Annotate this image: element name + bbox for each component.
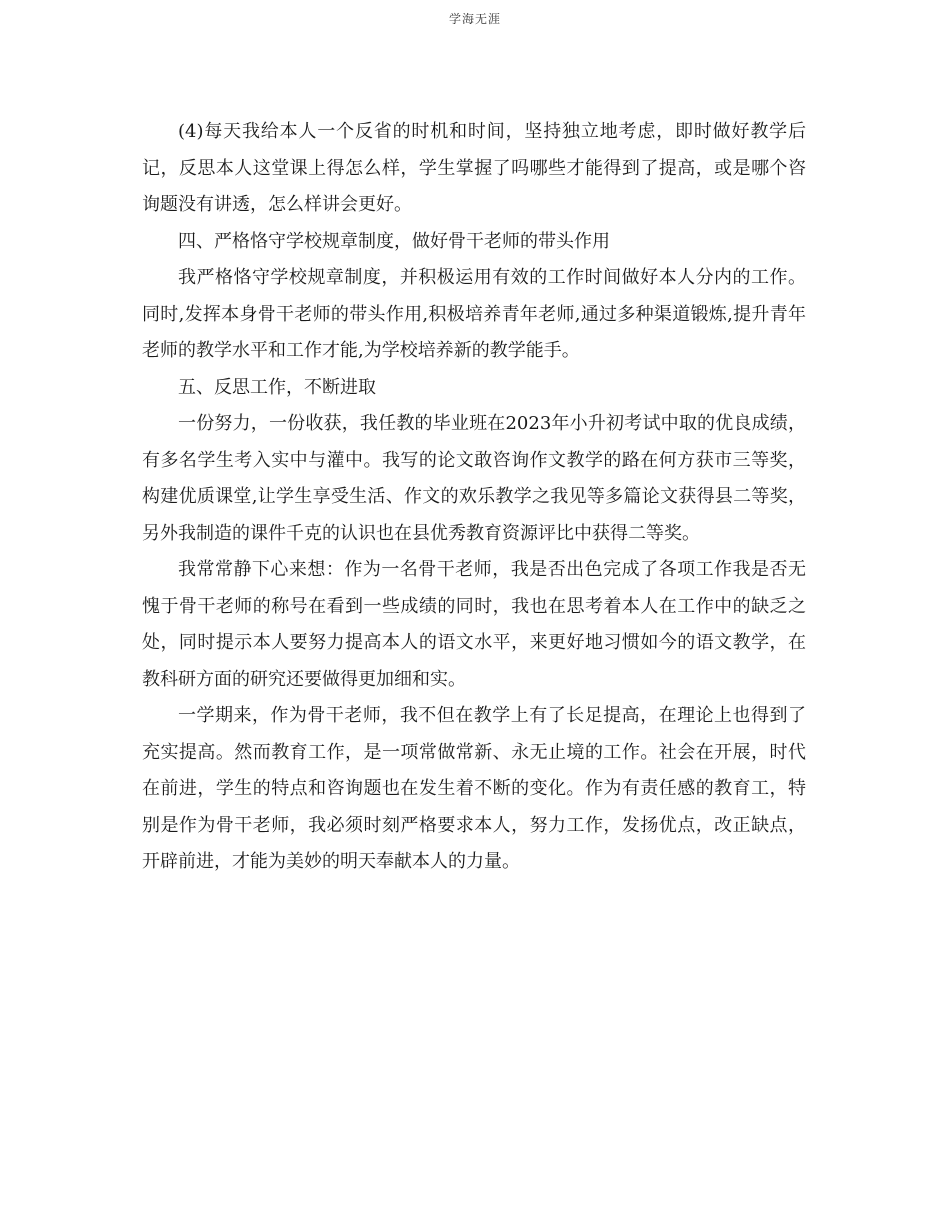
paragraph-rules: 我严格恪守学校规章制度，并积极运用有效的工作时间做好本人分内的工作。同时,发挥本身骨干老师的带头作用,积极培养青年老师,通过多种渠道锻炼,提升青年老师的教学水平和工作才能,为学校培养新的教学能手。 xyxy=(142,267,806,361)
section-heading-reflection: 五、反思工作，不断进取 xyxy=(178,376,376,398)
page-header: 学海无涯 xyxy=(448,12,501,26)
paragraph-self-assessment: 我常常静下心来想：作为一名骨干老师，我是否出色完成了各项工作我是否无愧于骨干老师的称号在看到一些成绩的同时，我也在思考着本人在工作中的缺乏之处，同时提示本人要努力提高本人的语文水平，来更好地习惯如今的语文教学，在教科研方面的研究还要做得更加细和实。 xyxy=(142,559,806,690)
paragraph-reflection-habit: (4)每天我给本人一个反省的时机和时间，坚持独立地考虑，即时做好教学后记，反思本人这堂课上得怎么样，学生掌握了吗哪些才能得到了提高，或是哪个咨询题没有讲透，怎么样讲会更好。 xyxy=(142,121,806,215)
paragraph-achievements: 一份努力，一份收获，我任教的毕业班在2023年小升初考试中取的优良成绩，有多名学生考入实中与灌中。我写的论文敢咨询作文教学的路在何方获市三等奖，构建优质课堂,让学生享受生活、作文的欢乐教学之我见等多篇论文获得县二等奖，另外我制造的课件千克的认识也在县优秀教育资源评比中获得二等奖。 xyxy=(142,413,806,544)
paragraph-conclusion: 一学期来，作为骨干老师，我不但在教学上有了长足提高，在理论上也得到了充实提高。然而教育工作，是一项常做常新、永无止境的工作。社会在开展，时代在前进，学生的特点和咨询题也在发生着不断的变化。作为有责任感的教育工，特别是作为骨干老师，我必须时刻严格要求本人，努力工作，发扬优点，改正缺点，开辟前进，才能为美妙的明天奉献本人的力量。 xyxy=(142,705,806,872)
section-heading-rules: 四、严格恪守学校规章制度，做好骨干老师的带头作用 xyxy=(178,230,610,252)
document-body xyxy=(142,114,806,881)
